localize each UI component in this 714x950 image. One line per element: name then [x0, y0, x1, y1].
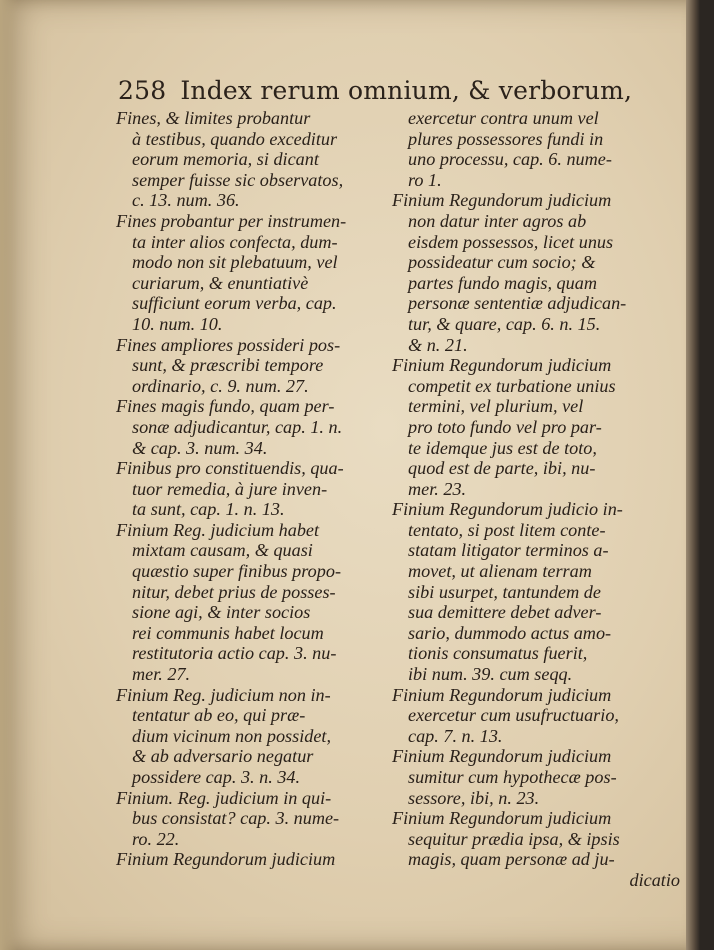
entry-line: nitur, debet prius de posses- [132, 581, 336, 602]
entry-line: à testibus, quando exceditur [132, 128, 338, 149]
entry-line: cap. 7. n. 13. [408, 725, 503, 746]
entry-line: sumitur cum hypothecæ pos- [408, 767, 617, 787]
entry-line: bus consistat? cap. 3. nume- [132, 808, 340, 829]
index-column-right [392, 108, 688, 891]
entry-line: uno processu, cap. 6. nume- [408, 149, 612, 170]
entry-line: te idemque jus est de toto, [408, 437, 597, 458]
entry-line: Finium Regundorum judicium [392, 808, 612, 829]
entry-line: pro toto fundo vel pro par- [408, 416, 602, 437]
page-edge [686, 0, 700, 950]
entry-line: exercetur contra unum vel [408, 108, 599, 128]
index-entry [392, 190, 688, 355]
entry-line: Finium Regundorum judicio in- [392, 499, 623, 520]
entry-line: partes fundo magis, quam [408, 272, 597, 293]
index-entry [116, 458, 388, 520]
entry-line: Finium Regundorum judicium [116, 849, 336, 870]
entry-line: rei communis habet locum [132, 622, 324, 643]
entry-line: sufficiunt eorum verba, cap. [132, 293, 337, 314]
entry-line: magis, quam personæ ad ju- [408, 849, 615, 870]
entry-line: tentatur ab eo, qui præ- [132, 705, 306, 726]
entry-line: Finium. Reg. judicium in qui- [116, 787, 332, 808]
index-entry-continuation [392, 108, 688, 190]
index-entry [116, 788, 388, 850]
entry-line: mer. 23. [408, 478, 467, 499]
entry-line: 10. num. 10. [132, 313, 223, 334]
entry-line: sunt, & præscribi tempore [132, 355, 324, 376]
catchword-text: dicatio [629, 869, 680, 890]
entry-line: possideatur cum socio; & [408, 252, 596, 273]
entry-line: Finium Regundorum judicium [392, 190, 612, 211]
entry-line: sibi usurpet, tantundem de [408, 581, 601, 602]
entry-line: Finium Regundorum judicium [392, 355, 612, 376]
entry-line: ibi num. 39. cum seqq. [408, 664, 573, 685]
entry-line: c. 13. num. 36. [132, 190, 240, 211]
entry-line: sua demittere debet adver- [408, 602, 602, 623]
index-entry [392, 808, 688, 870]
entry-line: eisdem possessos, licet unus [408, 231, 614, 252]
entry-line: quod est de parte, ibi, nu- [408, 458, 596, 479]
index-entry [116, 849, 388, 870]
entry-line: plures possessores fundi in [408, 128, 604, 149]
index-entry [116, 396, 388, 458]
index-entry [116, 211, 388, 335]
entry-line: non datur inter agros ab [408, 210, 587, 231]
index-entry [392, 685, 688, 747]
entry-line: sione agi, & inter socios [132, 602, 311, 623]
entry-line: Fines ampliores possideri pos- [116, 334, 341, 355]
entry-line: mixtam causam, & quasi [132, 540, 313, 561]
entry-line: sessore, ibi, n. 23. [408, 787, 540, 808]
entry-line: exercetur cum usufructuario, [408, 705, 619, 726]
entry-line: eorum memoria, si dicant [132, 149, 319, 170]
entry-line: termini, vel plurium, vel [408, 396, 584, 417]
entry-line: Finium Reg. judicium habet [116, 519, 320, 540]
entry-line: & n. 21. [408, 334, 468, 355]
entry-line: Fines magis fundo, quam per- [116, 396, 335, 417]
entry-line: ro 1. [408, 169, 442, 190]
entry-line: sonæ adjudicantur, cap. 1. n. [132, 416, 343, 437]
entry-line: sequitur prædia ipsa, & ipsis [408, 828, 620, 849]
entry-line: tur, & quare, cap. 6. n. 15. [408, 313, 601, 334]
header-title: Index rerum omnium, & verborum, [180, 76, 633, 105]
entry-line: tuor remedia, à jure inven- [132, 478, 328, 499]
index-entry [116, 520, 388, 685]
entry-line: modo non sit plebatuum, vel [132, 252, 338, 273]
entry-line: Finium Regundorum judicium [392, 746, 612, 767]
entry-line: semper fuisse sic observatos, [132, 169, 344, 190]
entry-line: Fines probantur per instrumen- [116, 210, 347, 231]
index-entry [116, 685, 388, 788]
page-number: 258 [118, 76, 167, 105]
entry-line: personæ sententiæ adjudican- [408, 293, 627, 314]
entry-line: Fines, & limites probantur [116, 108, 311, 128]
entry-line: competit ex turbatione unius [408, 375, 616, 396]
index-entry [392, 355, 688, 499]
entry-line: Finium Regundorum judicium [392, 684, 612, 705]
index-entry [392, 499, 688, 684]
entry-line: movet, ut alienam terram [408, 561, 592, 582]
entry-line: dium vicinum non possidet, [132, 725, 332, 746]
entry-line: Finibus pro constituendis, qua- [116, 458, 344, 479]
running-header [118, 76, 638, 105]
catchword [392, 870, 688, 891]
entry-line: restitutoria actio cap. 3. nu- [132, 643, 337, 664]
index-entry [116, 335, 388, 397]
entry-line: tionis consumatus fuerit, [408, 643, 588, 664]
entry-line: mer. 27. [132, 664, 191, 685]
entry-line: & cap. 3. num. 34. [132, 437, 268, 458]
entry-line: statam litigator terminos a- [408, 540, 609, 561]
page-gutter-shadow [0, 0, 18, 950]
index-entry [116, 108, 388, 211]
index-entry [392, 746, 688, 808]
entry-line: tentato, si post litem conte- [408, 519, 606, 540]
entry-line: ta inter alios confecta, dum- [132, 231, 338, 252]
entry-line: ro. 22. [132, 828, 180, 849]
index-column-left [116, 108, 388, 870]
entry-line: Finium Reg. judicium non in- [116, 684, 331, 705]
entry-line: sario, dummodo actus amo- [408, 622, 612, 643]
entry-line: ta sunt, cap. 1. n. 13. [132, 499, 285, 520]
entry-line: & ab adversario negatur [132, 746, 314, 767]
entry-line: quæstio super finibus propo- [132, 561, 342, 582]
entry-line: ordinario, c. 9. num. 27. [132, 375, 309, 396]
entry-line: possidere cap. 3. n. 34. [132, 767, 301, 787]
entry-line: curiarum, & enuntiativè [132, 272, 309, 293]
